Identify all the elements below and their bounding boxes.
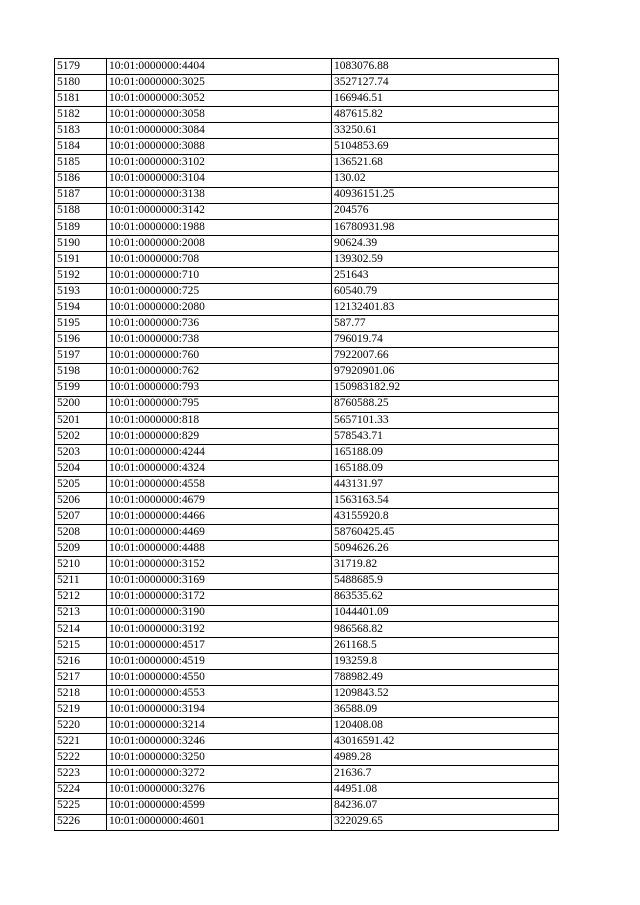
table-row (55, 107, 559, 123)
value-cell: 8760588.25 (332, 396, 559, 412)
table-row (55, 348, 559, 364)
row-number-cell: 5185 (55, 155, 107, 171)
value-cell: 7922007.66 (332, 348, 559, 364)
cadastral-number-cell: 10:01:0000000:4550 (107, 669, 332, 685)
table-row (55, 155, 559, 171)
row-number-cell: 5180 (55, 75, 107, 91)
row-number-cell: 5195 (55, 316, 107, 332)
row-number-cell: 5203 (55, 444, 107, 460)
table-row (55, 364, 559, 380)
row-number-cell: 5200 (55, 396, 107, 412)
cadastral-number-cell: 10:01:0000000:3192 (107, 621, 332, 637)
value-cell: 4989.28 (332, 750, 559, 766)
cadastral-number-cell: 10:01:0000000:3172 (107, 589, 332, 605)
value-cell: 487615.82 (332, 107, 559, 123)
table-row (55, 814, 559, 830)
table-row (55, 637, 559, 653)
cadastral-number-cell: 10:01:0000000:4244 (107, 444, 332, 460)
row-number-cell: 5225 (55, 798, 107, 814)
table-row (55, 444, 559, 460)
row-number-cell: 5218 (55, 686, 107, 702)
table-row (55, 300, 559, 316)
value-cell: 788982.49 (332, 669, 559, 685)
value-cell: 120408.08 (332, 718, 559, 734)
row-number-cell: 5197 (55, 348, 107, 364)
table-row (55, 187, 559, 203)
cadastral-number-cell: 10:01:0000000:3169 (107, 573, 332, 589)
value-cell: 90624.39 (332, 235, 559, 251)
value-cell: 251643 (332, 268, 559, 284)
table-row (55, 750, 559, 766)
value-cell: 5657101.33 (332, 412, 559, 428)
cadastral-number-cell: 10:01:0000000:4553 (107, 686, 332, 702)
table-row (55, 91, 559, 107)
value-cell: 21636.7 (332, 766, 559, 782)
row-number-cell: 5193 (55, 284, 107, 300)
value-cell: 84236.07 (332, 798, 559, 814)
cadastral-number-cell: 10:01:0000000:738 (107, 332, 332, 348)
row-number-cell: 5209 (55, 541, 107, 557)
row-number-cell: 5186 (55, 171, 107, 187)
cadastral-number-cell: 10:01:0000000:4679 (107, 493, 332, 509)
value-cell: 578543.71 (332, 428, 559, 444)
table-row (55, 123, 559, 139)
cadastral-number-cell: 10:01:0000000:3084 (107, 123, 332, 139)
row-number-cell: 5219 (55, 702, 107, 718)
cadastral-number-cell: 10:01:0000000:4517 (107, 637, 332, 653)
value-cell: 150983182.92 (332, 380, 559, 396)
cadastral-number-cell: 10:01:0000000:3142 (107, 203, 332, 219)
value-cell: 130.02 (332, 171, 559, 187)
table-row (55, 525, 559, 541)
value-cell: 1209843.52 (332, 686, 559, 702)
table-row (55, 798, 559, 814)
value-cell: 193259.8 (332, 653, 559, 669)
cadastral-number-cell: 10:01:0000000:725 (107, 284, 332, 300)
row-number-cell: 5190 (55, 235, 107, 251)
value-cell: 60540.79 (332, 284, 559, 300)
cadastral-number-cell: 10:01:0000000:4519 (107, 653, 332, 669)
row-number-cell: 5204 (55, 460, 107, 476)
table-row (55, 493, 559, 509)
table-row (55, 428, 559, 444)
cadastral-number-cell: 10:01:0000000:3190 (107, 605, 332, 621)
table-row (55, 782, 559, 798)
row-number-cell: 5207 (55, 509, 107, 525)
row-number-cell: 5213 (55, 605, 107, 621)
value-cell: 166946.51 (332, 91, 559, 107)
table-row (55, 203, 559, 219)
value-cell: 58760425.45 (332, 525, 559, 541)
value-cell: 136521.68 (332, 155, 559, 171)
cadastral-number-cell: 10:01:0000000:3250 (107, 750, 332, 766)
cadastral-number-cell: 10:01:0000000:3214 (107, 718, 332, 734)
row-number-cell: 5181 (55, 91, 107, 107)
cadastral-number-cell: 10:01:0000000:2008 (107, 235, 332, 251)
value-cell: 322029.65 (332, 814, 559, 830)
value-cell: 587.77 (332, 316, 559, 332)
row-number-cell: 5211 (55, 573, 107, 589)
table-row (55, 509, 559, 525)
value-cell: 5094626.26 (332, 541, 559, 557)
cadastral-number-cell: 10:01:0000000:1988 (107, 219, 332, 235)
value-cell: 139302.59 (332, 251, 559, 267)
table-row (55, 59, 559, 75)
table-row (55, 251, 559, 267)
table-row (55, 477, 559, 493)
value-cell: 40936151.25 (332, 187, 559, 203)
table-row (55, 332, 559, 348)
value-cell: 261168.5 (332, 637, 559, 653)
cadastral-value-table (54, 58, 559, 831)
cadastral-number-cell: 10:01:0000000:3102 (107, 155, 332, 171)
row-number-cell: 5217 (55, 669, 107, 685)
cadastral-number-cell: 10:01:0000000:3276 (107, 782, 332, 798)
row-number-cell: 5194 (55, 300, 107, 316)
value-cell: 43155920.8 (332, 509, 559, 525)
cadastral-number-cell: 10:01:0000000:760 (107, 348, 332, 364)
cadastral-number-cell: 10:01:0000000:3025 (107, 75, 332, 91)
value-cell: 16780931.98 (332, 219, 559, 235)
row-number-cell: 5187 (55, 187, 107, 203)
cadastral-number-cell: 10:01:0000000:4488 (107, 541, 332, 557)
table-row (55, 75, 559, 91)
row-number-cell: 5208 (55, 525, 107, 541)
value-cell: 1563163.54 (332, 493, 559, 509)
cadastral-number-cell: 10:01:0000000:4466 (107, 509, 332, 525)
cadastral-number-cell: 10:01:0000000:818 (107, 412, 332, 428)
table-row (55, 573, 559, 589)
row-number-cell: 5226 (55, 814, 107, 830)
row-number-cell: 5223 (55, 766, 107, 782)
row-number-cell: 5221 (55, 734, 107, 750)
table-row (55, 653, 559, 669)
row-number-cell: 5179 (55, 59, 107, 75)
cadastral-number-cell: 10:01:0000000:3152 (107, 557, 332, 573)
row-number-cell: 5198 (55, 364, 107, 380)
row-number-cell: 5205 (55, 477, 107, 493)
cadastral-number-cell: 10:01:0000000:795 (107, 396, 332, 412)
cadastral-number-cell: 10:01:0000000:3272 (107, 766, 332, 782)
table-row (55, 235, 559, 251)
cadastral-number-cell: 10:01:0000000:710 (107, 268, 332, 284)
row-number-cell: 5183 (55, 123, 107, 139)
row-number-cell: 5184 (55, 139, 107, 155)
value-cell: 863535.62 (332, 589, 559, 605)
cadastral-number-cell: 10:01:0000000:4324 (107, 460, 332, 476)
cadastral-number-cell: 10:01:0000000:4558 (107, 477, 332, 493)
cadastral-number-cell: 10:01:0000000:762 (107, 364, 332, 380)
value-cell: 97920901.06 (332, 364, 559, 380)
cadastral-number-cell: 10:01:0000000:3058 (107, 107, 332, 123)
value-cell: 204576 (332, 203, 559, 219)
value-cell: 31719.82 (332, 557, 559, 573)
row-number-cell: 5191 (55, 251, 107, 267)
row-number-cell: 5196 (55, 332, 107, 348)
value-cell: 165188.09 (332, 444, 559, 460)
value-cell: 1083076.88 (332, 59, 559, 75)
table-row (55, 718, 559, 734)
cadastral-number-cell: 10:01:0000000:3194 (107, 702, 332, 718)
cadastral-number-cell: 10:01:0000000:3052 (107, 91, 332, 107)
cadastral-number-cell: 10:01:0000000:3104 (107, 171, 332, 187)
cadastral-number-cell: 10:01:0000000:4599 (107, 798, 332, 814)
table-row (55, 541, 559, 557)
value-cell: 3527127.74 (332, 75, 559, 91)
row-number-cell: 5212 (55, 589, 107, 605)
row-number-cell: 5222 (55, 750, 107, 766)
cadastral-number-cell: 10:01:0000000:3138 (107, 187, 332, 203)
cadastral-number-cell: 10:01:0000000:4601 (107, 814, 332, 830)
value-cell: 986568.82 (332, 621, 559, 637)
value-cell: 5488685.9 (332, 573, 559, 589)
row-number-cell: 5199 (55, 380, 107, 396)
row-number-cell: 5188 (55, 203, 107, 219)
value-cell: 165188.09 (332, 460, 559, 476)
row-number-cell: 5210 (55, 557, 107, 573)
cadastral-number-cell: 10:01:0000000:829 (107, 428, 332, 444)
cadastral-number-cell: 10:01:0000000:3088 (107, 139, 332, 155)
value-cell: 1044401.09 (332, 605, 559, 621)
value-cell: 796019.74 (332, 332, 559, 348)
table-row (55, 284, 559, 300)
row-number-cell: 5182 (55, 107, 107, 123)
row-number-cell: 5220 (55, 718, 107, 734)
row-number-cell: 5214 (55, 621, 107, 637)
value-cell: 5104853.69 (332, 139, 559, 155)
cadastral-number-cell: 10:01:0000000:708 (107, 251, 332, 267)
table-row (55, 686, 559, 702)
table-row (55, 621, 559, 637)
cadastral-number-cell: 10:01:0000000:793 (107, 380, 332, 396)
row-number-cell: 5206 (55, 493, 107, 509)
value-cell: 12132401.83 (332, 300, 559, 316)
table-row (55, 139, 559, 155)
value-cell: 33250.61 (332, 123, 559, 139)
table-row (55, 171, 559, 187)
cadastral-number-cell: 10:01:0000000:3246 (107, 734, 332, 750)
table-row (55, 268, 559, 284)
table-row (55, 219, 559, 235)
value-cell: 36588.09 (332, 702, 559, 718)
row-number-cell: 5216 (55, 653, 107, 669)
cadastral-number-cell: 10:01:0000000:2080 (107, 300, 332, 316)
cadastral-number-cell: 10:01:0000000:4469 (107, 525, 332, 541)
row-number-cell: 5202 (55, 428, 107, 444)
table-row (55, 766, 559, 782)
table-row (55, 316, 559, 332)
table-row (55, 605, 559, 621)
value-cell: 443131.97 (332, 477, 559, 493)
table-row (55, 589, 559, 605)
table-row (55, 734, 559, 750)
row-number-cell: 5189 (55, 219, 107, 235)
table-row (55, 412, 559, 428)
table-row (55, 396, 559, 412)
table-row (55, 380, 559, 396)
cadastral-number-cell: 10:01:0000000:4404 (107, 59, 332, 75)
row-number-cell: 5215 (55, 637, 107, 653)
cadastral-number-cell: 10:01:0000000:736 (107, 316, 332, 332)
value-cell: 43016591.42 (332, 734, 559, 750)
table-row (55, 702, 559, 718)
table-body (55, 59, 559, 831)
row-number-cell: 5192 (55, 268, 107, 284)
row-number-cell: 5201 (55, 412, 107, 428)
table-row (55, 460, 559, 476)
table-row (55, 557, 559, 573)
table-row (55, 669, 559, 685)
value-cell: 44951.08 (332, 782, 559, 798)
row-number-cell: 5224 (55, 782, 107, 798)
